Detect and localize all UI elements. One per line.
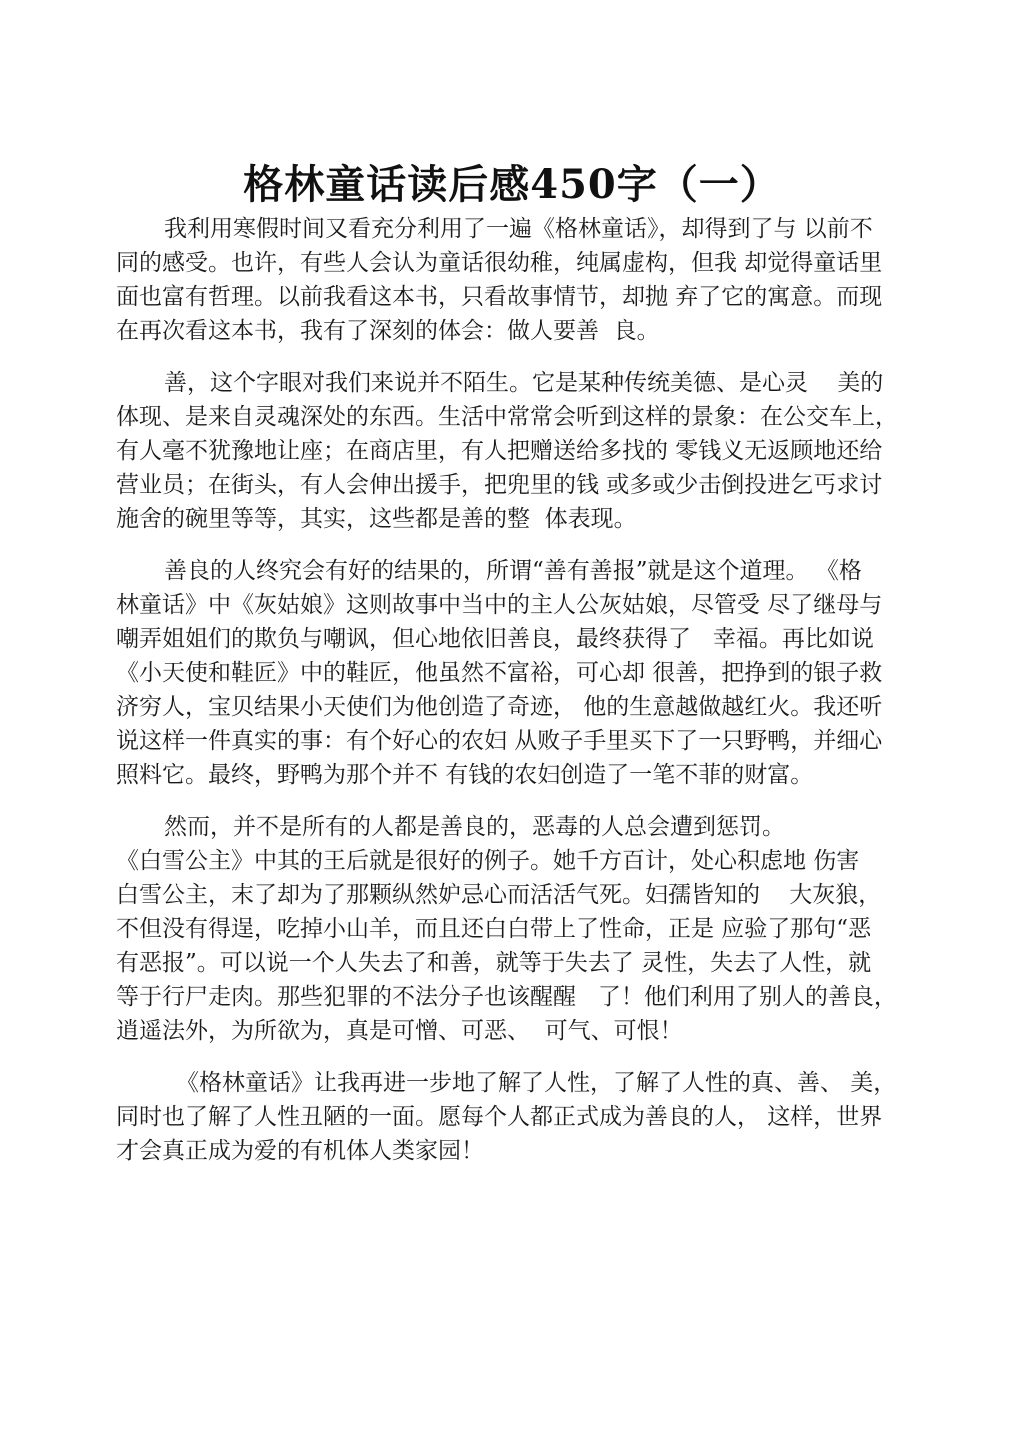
paragraph bbox=[116, 212, 916, 348]
paragraph-line: 善良的人终究会有好的结果的，所谓“善有善报”就是这个道理。 《格 bbox=[164, 558, 862, 584]
paragraph-line: 等于行尸走肉。那些犯罪的不法分子也该醒醒 了！他们利用了别人的善良， bbox=[116, 984, 897, 1010]
paragraph bbox=[116, 810, 916, 1048]
paragraph-line: 面也富有哲理。以前我看这本书，只看故事情节，却抛 弃了它的寓意。而现 bbox=[116, 284, 883, 310]
paragraph-line: 体现、是来自灵魂深处的东西。生活中常常会听到这样的景象：在公交车上， bbox=[116, 404, 898, 430]
paragraph-line: 同时也了解了人性丑陋的一面。愿每个人都正式成为善良的人， 这样，世界 bbox=[116, 1104, 883, 1130]
paragraph bbox=[116, 1066, 916, 1168]
paragraph-line: 《白雪公主》中其的王后就是很好的例子。她千方百计，处心积虑地 伤害 bbox=[116, 848, 860, 874]
paragraph-line: 林童话》中《灰姑娘》这则故事中当中的主人公灰姑娘，尽管受 尽了继母与 bbox=[116, 592, 883, 618]
paragraph-line: 《格林童话》让我再进一步地了解了人性，了解了人性的真、善、 美， bbox=[176, 1070, 897, 1096]
paragraph-line: 善，这个字眼对我们来说并不陌生。它是某种传统美德、是心灵 美的 bbox=[164, 370, 884, 396]
paragraph-line: 白雪公主，末了却为了那颗纵然妒忌心而活活气死。妇孺皆知的 大灰狼， bbox=[116, 882, 882, 908]
paragraph-line: 逍遥法外，为所欲为，真是可憎、可恶、 可气、可恨！ bbox=[116, 1018, 683, 1044]
paragraph-line: 不但没有得逞，吃掉小山羊，而且还白白带上了性命，正是 应验了那句“恶 bbox=[116, 916, 872, 942]
paragraph-line: 我利用寒假时间又看充分利用了一遍《格林童话》，却得到了与 以前不 bbox=[164, 216, 873, 242]
paragraph-line: 说这样一件真实的事：有个好心的农妇 从败子手里买下了一只野鸭，并细心 bbox=[116, 728, 883, 754]
document-body bbox=[116, 212, 916, 1186]
paragraph-line: 才会真正成为爱的有机体人类家园！ bbox=[116, 1138, 484, 1164]
paragraph bbox=[116, 366, 916, 536]
paragraph-line: 在再次看这本书，我有了深刻的体会：做人要善 良。 bbox=[116, 318, 660, 344]
paragraph-line: 有人毫不犹豫地让座；在商店里，有人把赠送给多找的 零钱义无返顾地还给 bbox=[116, 438, 883, 464]
paragraph-line: 嘲弄姐姐们的欺负与嘲讽，但心地依旧善良，最终获得了 幸福。再比如说 bbox=[116, 626, 874, 652]
paragraph-line: 《小天使和鞋匠》中的鞋匠，他虽然不富裕，可心却 很善，把挣到的银子救 bbox=[116, 660, 883, 686]
document-title: 格林童话读后感450字（一） bbox=[243, 160, 781, 208]
paragraph-line: 照料它。最终，野鸭为那个并不 有钱的农妇创造了一笔不菲的财富。 bbox=[116, 762, 814, 788]
paragraph bbox=[116, 554, 916, 792]
paragraph-line: 施舍的碗里等等，其实，这些都是善的整 体表现。 bbox=[116, 506, 637, 532]
paragraph-line: 有恶报”。可以说一个人失去了和善，就等于失去了 灵性，失去了人性，就 bbox=[116, 950, 872, 976]
paragraph-line: 同的感受。也许，有些人会认为童话很幼稚，纯属虚构，但我 却觉得童话里 bbox=[116, 250, 883, 276]
paragraph-line: 济穷人，宝贝结果小天使们为他创造了奇迹， 他的生意越做越红火。我还听 bbox=[116, 694, 883, 720]
paragraph-line: 然而，并不是所有的人都是善良的，恶毒的人总会遭到惩罚。 bbox=[164, 814, 785, 840]
paragraph-line: 营业员；在街头，有人会伸出援手，把兜里的钱 或多或少击倒投进乞丐求讨 bbox=[116, 472, 883, 498]
